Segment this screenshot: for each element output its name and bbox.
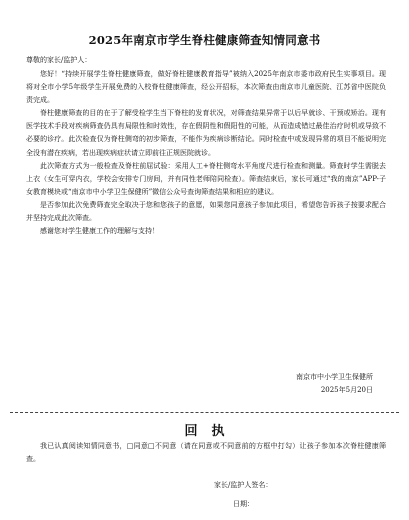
date-field[interactable] xyxy=(233,497,324,509)
cut-line-divider xyxy=(10,412,399,413)
paragraph-consent: 是否参加此次免费筛查完全取决于您和您孩子的意愿，如果您同意孩子参加此项目，希望您告诉孩子按要求配合并坚持完成此次筛查。 xyxy=(26,200,386,223)
receipt-statement: 我已认真阅读知情同意书，□同意□不同意（请在同意或不同意前的方框中打勾）让孩子参加本次脊柱健康筛查。 xyxy=(26,442,386,463)
parent-signature-blank[interactable] xyxy=(272,478,342,487)
document-title: 2025年南京市学生脊柱健康筛查知情同意书 xyxy=(88,33,321,47)
paragraph-thanks: 感谢您对学生健康工作的理解与支持！ xyxy=(40,227,159,236)
salutation: 尊敬的家长/监护人： xyxy=(26,56,92,64)
document-body xyxy=(26,68,386,238)
signature-block xyxy=(213,371,373,397)
paragraph-intro: 您好！“持续开展学生脊柱健康筛查，做好脊柱健康教育指导”被纳入2025年南京市委市政府民生实事项目。现将对全市小学5年级学生开展免费的入校脊柱健康筛查，经公开招标，本次筛查由南京市儿童医院、江苏省中医院负责完成。 xyxy=(26,70,386,105)
receipt-body xyxy=(26,440,386,466)
date-blank[interactable] xyxy=(254,497,324,506)
signature-organization: 南京市中小学卫生保健所 xyxy=(296,373,373,381)
parent-signature-field[interactable] xyxy=(214,478,342,490)
paragraph-method: 此次筛查方式为一般检查及脊柱前屈试验：采用人工+脊柱侧弯水平角度尺进行检查和测量。筛查时学生需脱去上衣（女生可穿内衣，学校会安排专门房间，并有同性老师陪同检查）。筛查结束后，家长可通过“我的南京”APP-子女教育模块或“南京市中小学卫生保健所”微信公众号查询筛查结果和相应的建议。 xyxy=(26,161,386,196)
parent-signature-label: 家长/监护人签名： xyxy=(214,481,273,489)
date-label: 日期： xyxy=(233,500,254,508)
signature-date: 2025年5月20日 xyxy=(320,386,373,394)
receipt-title: 回执 xyxy=(184,424,239,439)
paragraph-purpose: 脊柱健康筛查的目的在于了解受检学生当下脊柱的发育状况，对筛查结果异常于以后早就诊、干预或矫治。现有医学技术手段对疾病筛查仍具有局限性和时效性，存在假阴性和假阳性的可能，从而造成错过最佳治疗时机或导致不必要的诊疗。此次检查仅为脊柱侧弯的初步筛查，不能作为疾病诊断结论。同时检查中或发现异常的项目不能说明完全没有潜在疾病，若出现疾病症状请立即前往正规医院就诊。 xyxy=(26,109,386,157)
